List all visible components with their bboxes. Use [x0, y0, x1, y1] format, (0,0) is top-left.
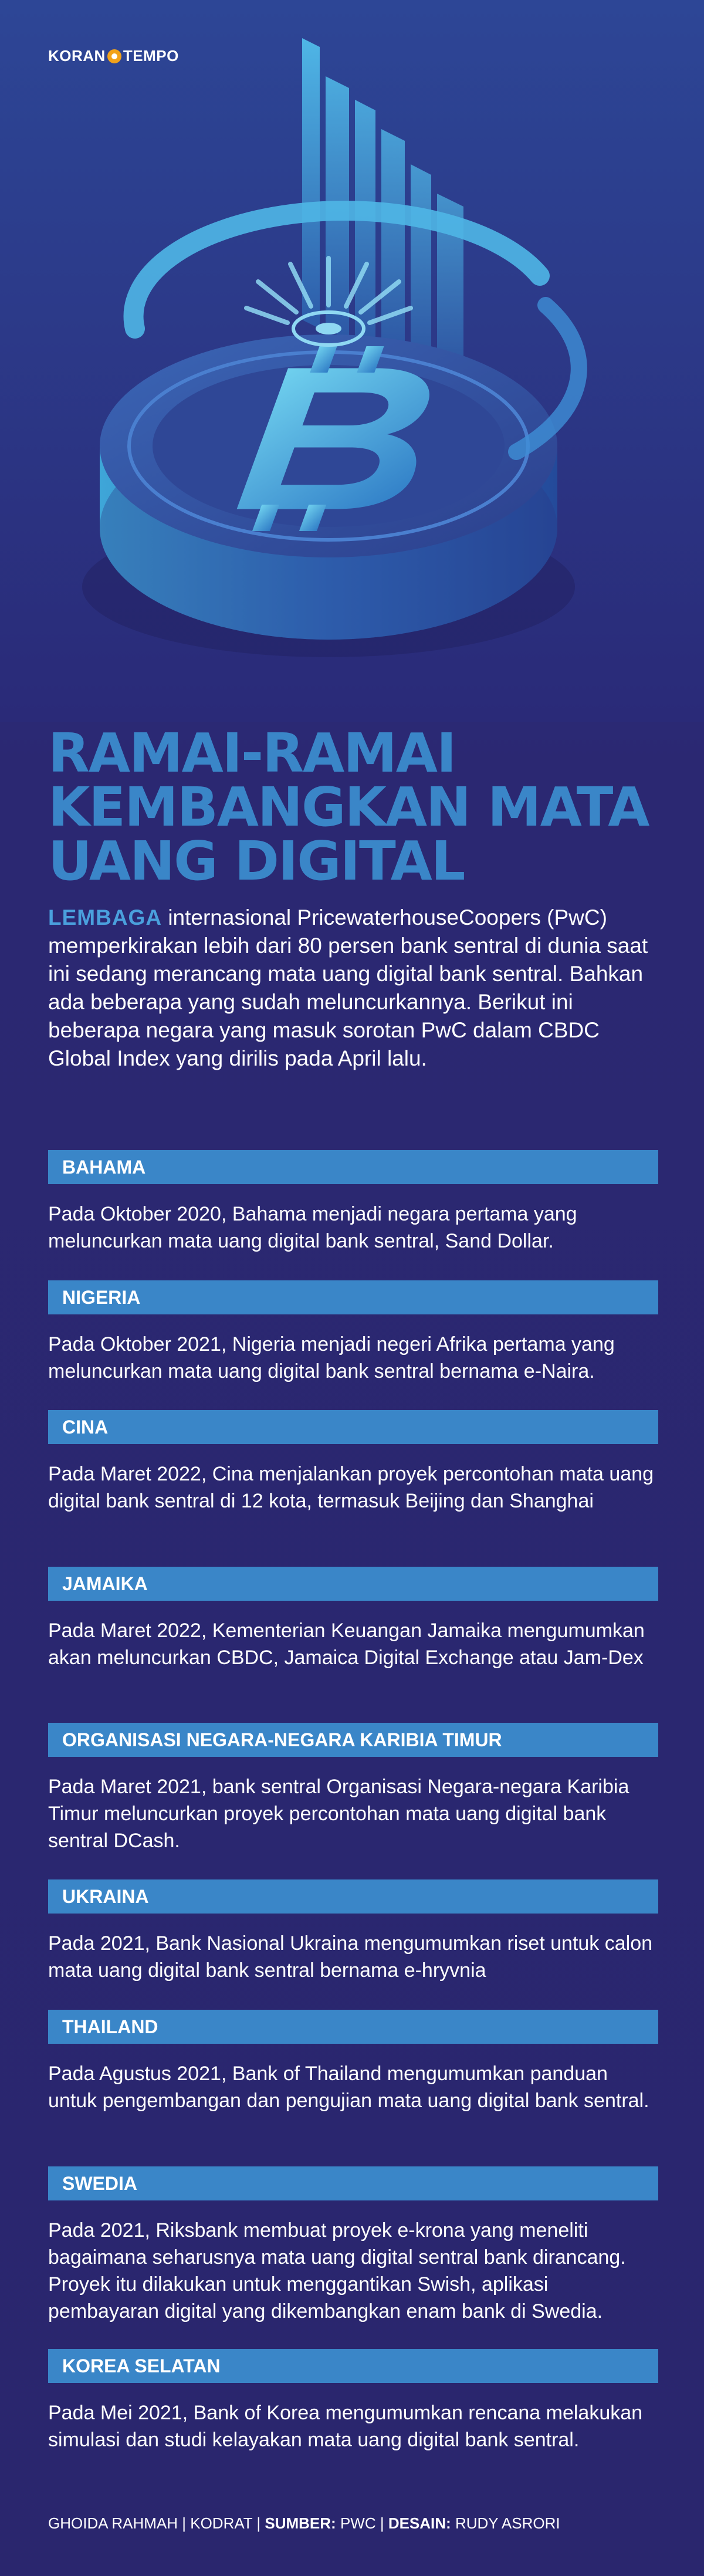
title-line-3: UANG DIGITAL [48, 830, 465, 893]
country-heading: NIGERIA [48, 1280, 658, 1314]
country-description: Pada Agustus 2021, Bank of Thailand mengumumkan panduan untuk pengembangan dan pengujian mata uang digital bank sentral. [48, 2063, 649, 2112]
country-entry-korea-selatan [48, 2349, 658, 2453]
country-entry-nigeria [48, 1280, 658, 1385]
country-description: Pada Mei 2021, Bank of Korea mengumumkan rencana melakukan simulasi dan studi kelayakan mata uang digital bank sentral. [48, 2402, 643, 2451]
country-description: Pada 2021, Riksbank membuat proyek e-krona yang meneliti bagaimana seharusnya mata uang digital sentral bank dirancang. Proyek itu dilakukan untuk menggantikan Swish, aplikasi pembayaran digital yang dikembangkan enam bank di Swedia. [48, 2219, 626, 2323]
logo-text-right: TEMPO [123, 47, 179, 65]
country-entry-bahama [48, 1150, 658, 1255]
intro-body: internasional PricewaterhouseCoopers (PwC) memperkirakan lebih dari 80 persen bank sentral di dunia saat ini sedang merancang mata uang digital bank sentral. Bahkan ada beberapa yang sudah meluncurkannya. Berikut ini beberapa negara yang masuk sorotan PwC dalam CBDC Global Index yang dirilis pada April lalu. [48, 905, 648, 1070]
hero-illustration [0, 0, 704, 722]
country-description: Pada Oktober 2020, Bahama menjadi negara pertama yang meluncurkan mata uang digital bank sentral, Sand Dollar. [48, 1203, 577, 1252]
country-entry-ukraina [48, 1879, 658, 1984]
country-description: Pada Maret 2022, Cina menjalankan proyek percontohan mata uang digital bank sentral di 12 kota, termasuk Beijing dan Shanghai [48, 1463, 654, 1512]
intro-lead-word: LEMBAGA [48, 905, 163, 929]
title-line-2: KEMBANGKAN MATA [48, 776, 649, 839]
country-heading: CINA [48, 1410, 658, 1444]
country-entry-swedia [48, 2166, 658, 2325]
title-line-1: RAMAI-RAMAI [48, 722, 456, 785]
country-heading: SWEDIA [48, 2166, 658, 2200]
country-description: Pada Maret 2022, Kementerian Keuangan Jamaika mengumumkan akan meluncurkan CBDC, Jamaica Digital Exchange atau Jam-Dex [48, 1620, 645, 1669]
logo-text-left: KORAN [48, 47, 106, 65]
country-heading: JAMAIKA [48, 1567, 658, 1601]
footer-design-label: DESAIN: [388, 2514, 451, 2532]
footer-source-value: PWC | [336, 2514, 388, 2532]
country-description: Pada Maret 2021, bank sentral Organisasi Negara-negara Karibia Timur meluncurkan proyek percontohan mata uang digital bank sentral DCash. [48, 1776, 629, 1852]
country-heading: UKRAINA [48, 1879, 658, 1914]
country-entry-jamaika [48, 1567, 658, 1671]
country-entry-thailand [48, 2010, 658, 2114]
country-entry-cina [48, 1410, 658, 1515]
country-heading: BAHAMA [48, 1150, 658, 1184]
intro-paragraph [48, 904, 658, 1073]
page-title [48, 722, 658, 893]
footer-authors: GHOIDA RAHMAH | KODRAT | [48, 2514, 265, 2532]
country-heading: THAILAND [48, 2010, 658, 2044]
country-description: Pada Oktober 2021, Nigeria menjadi negeri Afrika pertama yang meluncurkan mata uang digital bank sentral bernama e-Naira. [48, 1333, 615, 1382]
footer-source-label: SUMBER: [265, 2514, 336, 2532]
koran-tempo-logo [48, 47, 179, 65]
country-heading: ORGANISASI NEGARA-NEGARA KARIBIA TIMUR [48, 1723, 658, 1757]
country-entry-karibia-timur [48, 1723, 658, 1854]
footer-design-value: RUDY ASRORI [451, 2514, 560, 2532]
footer-credits [48, 2514, 658, 2533]
country-heading: KOREA SELATAN [48, 2349, 658, 2383]
country-description: Pada 2021, Bank Nasional Ukraina mengumumkan riset untuk calon mata uang digital bank sentral bernama e-hryvnia [48, 1932, 653, 1982]
bitcoin-coin-illustration [0, 0, 704, 722]
coin-graphic [100, 334, 557, 640]
logo-dot-icon [107, 49, 121, 63]
